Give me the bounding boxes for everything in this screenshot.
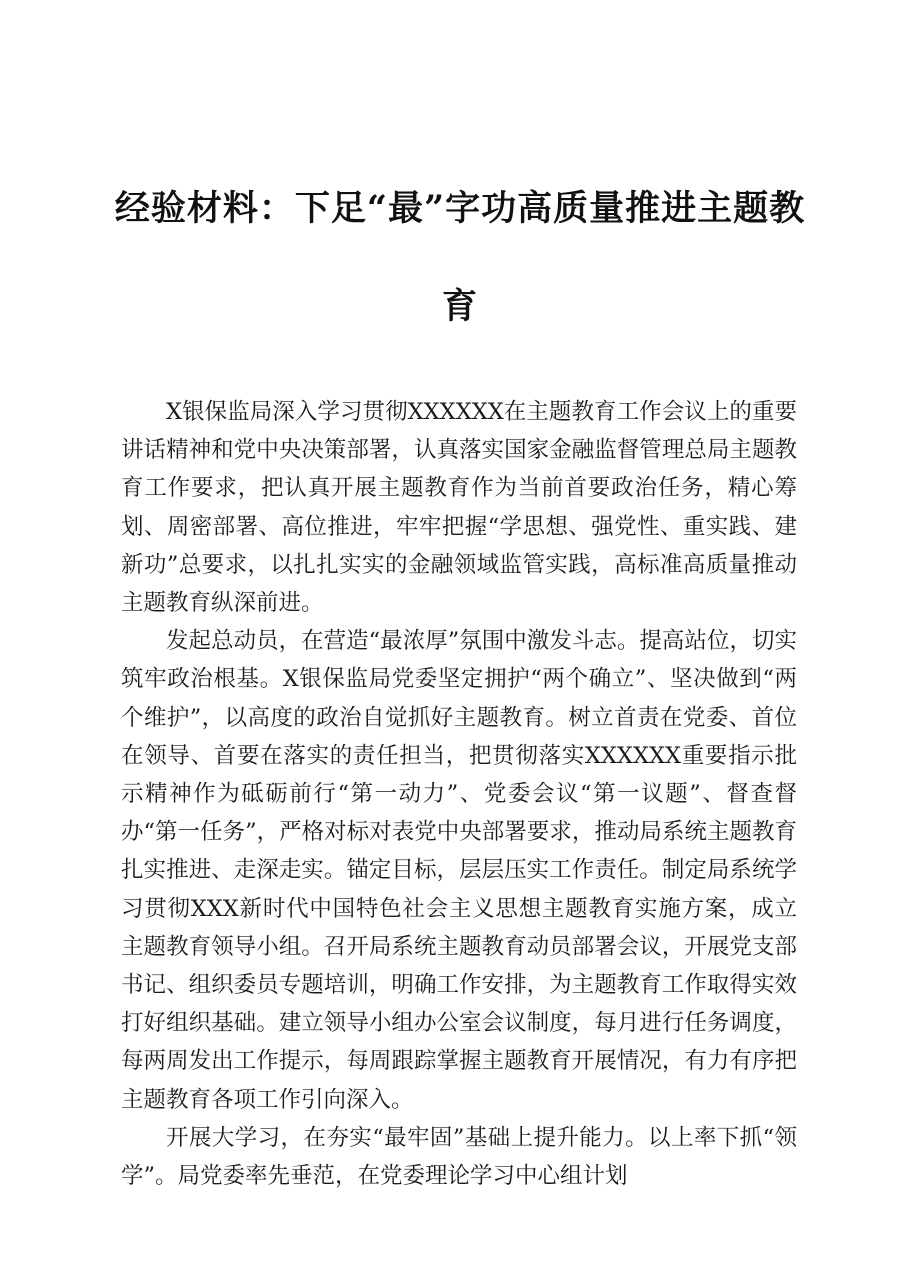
document-title: 经验材料：下足“最”字功高质量推进主题教育	[114, 188, 806, 327]
body-paragraph: X银保监局深入学习贯彻XXXXXX在主题教育工作会议上的重要讲话精神和党中央决策部署，认真落实国家金融监督管理总局主题教育工作要求，把认真开展主题教育作为当前首要政治任务，精心筹划、周密部署、高位推进，牢牢把握“学思想、强党性、重实践、建新功”总要求，以扎扎实实的金融领域监管实践，高标准高质量推动主题教育纵深前进。	[121, 399, 797, 617]
body-paragraph: 开展大学习，在夯实“最牢固”基础上提升能力。以上率下抓“领学”。局党委率先垂范，在党委理论学习中心组计划	[121, 1124, 797, 1190]
document-body	[121, 393, 797, 1195]
body-paragraph: 发起总动员，在营造“最浓厚”氛围中激发斗志。提高站位，切实筑牢政治根基。X银保监局党委坚定拥护“两个确立”、坚决做到“两个维护”，以高度的政治自觉抓好主题教育。树立首责在党委、首位在领导、首要在落实的责任担当，把贯彻落实XXXXXX重要指示批示精神作为砥砺前行“第一动力”、党委会议“第一议题”、督查督办“第一任务”，严格对标对表党中央部署要求，推动局系统主题教育扎实推进、走深走实。锚定目标，层层压实工作责任。制定局系统学习贯彻XXX新时代中国特色社会主义思想主题教育实施方案，成立主题教育领导小组。召开局系统主题教育动员部署会议，开展党支部书记、组织委员专题培训，明确工作安排，为主题教育工作取得实效打好组织基础。建立领导小组办公室会议制度，每月进行任务调度，每两周发出工作提示，每周跟踪掌握主题教育开展情况，有力有序把主题教育各项工作引向深入。	[121, 628, 797, 1113]
